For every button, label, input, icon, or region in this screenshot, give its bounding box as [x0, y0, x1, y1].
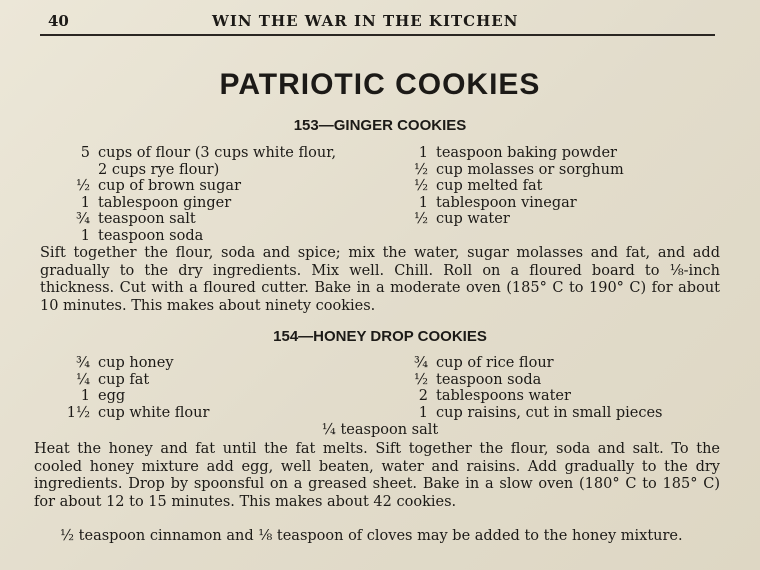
recipe-154-note: ½ teaspoon cinnamon and ⅛ teaspoon of cloves may be added to the honey mixture.	[60, 528, 683, 544]
ingredient-row	[400, 355, 663, 372]
recipe-153-title: 153—GINGER COOKIES	[293, 117, 467, 134]
ingredient-quantity: ¾	[75, 355, 90, 371]
running-head: WIN THE WAR IN THE KITCHEN	[212, 12, 519, 30]
recipe-154-ingredients-right	[400, 355, 663, 421]
ingredient-quantity: 1½	[66, 404, 90, 421]
ingredient-text: cup honey	[98, 355, 174, 371]
ingredient-quantity: 1	[80, 388, 90, 404]
ingredient-text: teaspoon salt	[98, 211, 196, 227]
ingredient-row	[62, 145, 336, 162]
ingredient-quantity: ¾	[413, 355, 428, 371]
ingredient-row	[62, 211, 336, 228]
ingredient-text: teaspoon soda	[98, 227, 204, 244]
ingredient-row	[400, 145, 624, 162]
ingredient-row	[62, 162, 336, 179]
ingredient-text: cup melted fat	[436, 178, 543, 194]
ingredient-row	[400, 388, 663, 405]
ingredient-text: cup white flour	[98, 404, 210, 421]
ingredient-row	[62, 355, 209, 372]
ingredient-text: teaspoon baking powder	[436, 145, 617, 161]
ingredient-quantity: 1	[418, 404, 428, 421]
ingredient-quantity: 1	[418, 194, 428, 211]
ingredient-row	[62, 228, 336, 245]
ingredient-text: egg	[98, 388, 126, 404]
page-number: 40	[48, 12, 69, 30]
recipe-154-method: Heat the honey and fat until the fat melts. Sift together the flour, soda and salt. To the cooled honey mixture add egg, well beaten, water and raisins. Add gradually to the dry ingredients. Drop by spoonsful on a greased sheet. Bake in a slow oven (180° C to 185° C) for about 12 to 15 minutes. This makes about 42 cookies.	[34, 441, 720, 510]
ingredient-text: cups of flour (3 cups white flour,	[98, 145, 337, 161]
ingredient-text: tablespoons water	[436, 388, 571, 404]
ingredient-text: tablespoon ginger	[98, 194, 232, 211]
ingredient-row	[400, 405, 663, 422]
recipe-153-ingredients-right	[400, 145, 624, 228]
ingredient-quantity	[62, 162, 98, 179]
ingredient-row	[62, 388, 209, 405]
ingredient-quantity: 1	[418, 145, 428, 161]
recipe-154-centered-ingredient: ¼ teaspoon salt	[321, 422, 439, 438]
ingredient-quantity: 5	[80, 145, 90, 161]
ingredient-text: cup water	[436, 211, 510, 227]
ingredient-row	[400, 162, 624, 179]
recipe-153-ingredients-left	[62, 145, 336, 244]
recipe-153-method: Sift together the flour, soda and spice; mix the water, sugar molasses and fat, and add gradually to the dry ingredients. Mix well. Chill. Roll on a floured board to ⅛-inch thickness. Cut with a floured cutter. Bake in a moderate oven (185° C to 190° C) for about 10 minutes. This makes about ninety cookies.	[40, 245, 720, 314]
ingredient-quantity: ½	[413, 161, 428, 178]
ingredient-quantity: ¼	[75, 371, 90, 388]
ingredient-row	[62, 178, 336, 195]
running-header	[40, 10, 715, 36]
ingredient-text: cup fat	[98, 371, 150, 388]
ingredient-row	[400, 195, 624, 212]
ingredient-text: cup of rice flour	[436, 355, 554, 371]
recipe-154-title: 154—HONEY DROP COOKIES	[273, 328, 487, 345]
ingredient-quantity: ½	[413, 211, 428, 227]
ingredient-row	[62, 405, 209, 422]
ingredient-text: cup of brown sugar	[98, 178, 241, 194]
page-title: PATRIOTIC COOKIES	[219, 68, 541, 101]
ingredient-text: teaspoon soda	[436, 371, 542, 388]
ingredient-text: 2 cups rye flour)	[98, 161, 220, 178]
ingredient-text: cup raisins, cut in small pieces	[436, 404, 663, 421]
ingredient-row	[400, 211, 624, 228]
ingredient-quantity: ½	[75, 178, 90, 194]
ingredient-quantity: ¾	[75, 211, 90, 227]
ingredient-row	[400, 372, 663, 389]
ingredient-text: cup molasses or sorghum	[436, 161, 624, 178]
recipe-154-ingredients-left	[62, 355, 209, 421]
ingredient-text: tablespoon vinegar	[436, 194, 577, 211]
ingredient-quantity: ½	[413, 371, 428, 388]
ingredient-quantity: 2	[418, 388, 428, 404]
ingredient-row	[400, 178, 624, 195]
ingredient-quantity: 1	[80, 227, 90, 244]
ingredient-row	[62, 195, 336, 212]
ingredient-quantity: 1	[80, 194, 90, 211]
ingredient-quantity: ½	[413, 178, 428, 194]
ingredient-row	[62, 372, 209, 389]
